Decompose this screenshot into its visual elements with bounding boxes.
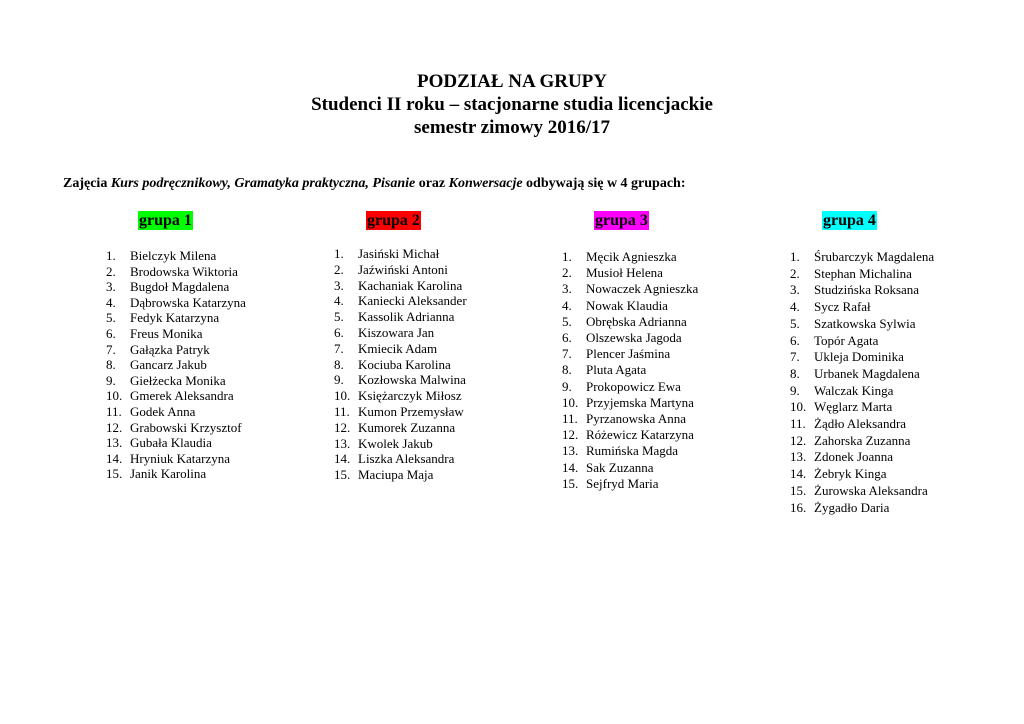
group-1-member: [106, 342, 246, 358]
member-number: 12.: [562, 427, 579, 443]
member-number: 12.: [790, 432, 807, 448]
member-number: 13.: [106, 435, 123, 451]
group-3-member: [562, 460, 698, 476]
member-number: 2.: [562, 265, 572, 281]
group-4-member: [790, 266, 934, 283]
member-name: Studzińska Roksana: [814, 282, 920, 298]
member-name: Musioł Helena: [586, 265, 663, 281]
group-1-header: grupa 1: [139, 212, 192, 229]
member-number: 3.: [562, 281, 572, 297]
member-name: Janik Karolina: [130, 466, 207, 482]
member-name: Gubała Klaudia: [130, 435, 212, 451]
member-number: 16.: [790, 499, 807, 515]
member-name: Pyrzanowska Anna: [586, 411, 687, 427]
member-name: Dąbrowska Katarzyna: [130, 294, 246, 310]
member-number: 13.: [334, 435, 351, 451]
member-name: Szatkowska Sylwia: [814, 315, 916, 331]
group-2-member: [334, 278, 467, 294]
member-name: Żądło Aleksandra: [814, 416, 907, 432]
member-number: 7.: [106, 341, 116, 357]
group-4-member: [790, 500, 934, 517]
group-2-member: [334, 341, 467, 357]
member-name: Urbanek Magdalena: [814, 365, 920, 381]
member-number: 1.: [562, 249, 572, 264]
member-name: Gancarz Jakub: [130, 357, 207, 373]
member-number: 5.: [106, 310, 116, 326]
group-4-member: [790, 416, 934, 433]
member-number: 5.: [334, 309, 344, 325]
member-number: 10.: [562, 394, 579, 410]
group-4-member: [790, 282, 934, 299]
group-2-member: [334, 420, 467, 436]
member-number: 11.: [106, 403, 122, 419]
group-3-member: [562, 362, 698, 378]
member-name: Nowak Klaudia: [586, 297, 668, 313]
member-name: Godek Anna: [130, 403, 196, 419]
group-3-member: [562, 330, 698, 346]
group-2-member: [334, 357, 467, 373]
member-number: 13.: [790, 449, 807, 465]
member-number: 4.: [562, 297, 572, 313]
group-2-header: grupa 2: [367, 212, 420, 229]
member-name: Żebryk Kinga: [814, 466, 887, 482]
group-1-member: [106, 326, 246, 342]
member-number: 8.: [106, 357, 116, 373]
member-name: Kachaniak Karolina: [358, 277, 463, 293]
group-4-member: [790, 466, 934, 483]
group-3-member-list: [562, 249, 698, 492]
member-number: 4.: [790, 299, 800, 315]
member-number: 14.: [790, 466, 807, 482]
group-3-member: [562, 298, 698, 314]
member-name: Freus Monika: [130, 325, 203, 341]
member-number: 8.: [334, 356, 344, 372]
group-3-member: [562, 265, 698, 281]
group-2-member-list: [334, 246, 467, 483]
group-2-member: [334, 467, 467, 483]
member-name: Różewicz Katarzyna: [586, 427, 694, 443]
member-name: Kassolik Adrianna: [358, 309, 455, 325]
member-name: Gałązka Patryk: [130, 341, 210, 357]
group-1-member: [106, 388, 246, 404]
member-name: Kumon Przemysław: [358, 403, 464, 419]
member-number: 3.: [790, 282, 800, 298]
member-number: 15.: [334, 467, 351, 483]
group-1-member: [106, 466, 246, 482]
member-name: Walczak Kinga: [814, 382, 894, 398]
group-4-member: [790, 349, 934, 366]
group-4-member-list: [790, 249, 934, 516]
member-name: Kaniecki Aleksander: [358, 293, 467, 309]
group-3-member: [562, 379, 698, 395]
group-2-member: [334, 372, 467, 388]
member-name: Plencer Jaśmina: [586, 346, 671, 362]
group-3-member: [562, 346, 698, 362]
member-number: 7.: [562, 346, 572, 362]
member-number: 10.: [790, 399, 807, 415]
group-3-member: [562, 443, 698, 459]
group-3-member: [562, 427, 698, 443]
group-4-member: [790, 366, 934, 383]
member-number: 2.: [790, 265, 800, 281]
member-number: 7.: [334, 340, 344, 356]
group-1-member: [106, 451, 246, 467]
member-number: 14.: [106, 450, 123, 466]
member-number: 14.: [334, 451, 351, 467]
member-number: 15.: [562, 475, 579, 491]
member-number: 4.: [106, 294, 116, 310]
member-name: Sycz Rafał: [814, 299, 871, 315]
title-line-3: semestr zimowy 2016/17: [414, 117, 610, 138]
group-4-header: grupa 4: [823, 212, 876, 229]
member-name: Nowaczek Agnieszka: [586, 281, 699, 297]
member-name: Bugdoł Magdalena: [130, 279, 230, 295]
group-4-member: [790, 383, 934, 400]
member-number: 3.: [106, 279, 116, 295]
group-4-member: [790, 399, 934, 416]
member-name: Gmerek Aleksandra: [130, 388, 234, 404]
group-3-header: grupa 3: [595, 212, 648, 229]
member-number: 15.: [790, 482, 807, 498]
group-1-member: [106, 373, 246, 389]
group-1-member: [106, 295, 246, 311]
group-3-member: [562, 411, 698, 427]
member-name: Pluta Agata: [586, 362, 647, 378]
member-number: 15.: [106, 466, 123, 482]
member-name: Maciupa Maja: [358, 467, 434, 483]
member-name: Księżarczyk Miłosz: [358, 388, 462, 404]
member-number: 11.: [334, 403, 350, 419]
group-2-member: [334, 309, 467, 325]
member-name: Ukleja Dominika: [814, 349, 904, 365]
member-number: 6.: [106, 325, 116, 341]
member-name: Giełżecka Monika: [130, 372, 226, 388]
group-2-member: [334, 325, 467, 341]
member-name: Rumińska Magda: [586, 443, 679, 459]
group-3-member: [562, 395, 698, 411]
member-name: Stephan Michalina: [814, 265, 912, 281]
member-number: 3.: [334, 277, 344, 293]
intro-prefix: Zajęcia: [63, 176, 111, 191]
intro-middle: oraz: [415, 176, 449, 191]
member-name: Śrubarczyk Magdalena: [814, 249, 935, 264]
group-2-member: [334, 436, 467, 452]
member-name: Kwolek Jakub: [358, 435, 433, 451]
member-number: 5.: [562, 313, 572, 329]
group-3-member: [562, 476, 698, 492]
member-name: Kociuba Karolina: [358, 356, 451, 372]
group-1-member: [106, 420, 246, 436]
member-name: Obrębska Adrianna: [586, 313, 687, 329]
member-number: 6.: [334, 324, 344, 340]
member-name: Sak Zuzanna: [586, 459, 654, 475]
group-2-member: [334, 388, 467, 404]
member-number: 6.: [562, 330, 572, 346]
member-number: 1.: [334, 246, 344, 261]
member-number: 5.: [790, 315, 800, 331]
group-1-member: [106, 310, 246, 326]
group-3-member: [562, 281, 698, 297]
member-name: Kozłowska Malwina: [358, 372, 466, 388]
member-number: 10.: [106, 388, 123, 404]
group-3-member: [562, 249, 698, 265]
member-name: Grabowski Krzysztof: [130, 419, 242, 435]
member-number: 12.: [334, 419, 351, 435]
member-name: Hryniuk Katarzyna: [130, 450, 230, 466]
member-number: 8.: [790, 365, 800, 381]
group-4-member: [790, 483, 934, 500]
member-number: 9.: [334, 372, 344, 388]
member-name: Kmiecik Adam: [358, 340, 438, 356]
member-name: Kiszowara Jan: [358, 324, 435, 340]
group-4-member: [790, 299, 934, 316]
member-number: 6.: [790, 332, 800, 348]
member-number: 9.: [790, 382, 800, 398]
group-1-member: [106, 279, 246, 295]
document-title: [0, 70, 1024, 139]
member-number: 10.: [334, 388, 351, 404]
group-3-member: [562, 314, 698, 330]
member-number: 9.: [562, 378, 572, 394]
member-name: Jaźwiński Antoni: [358, 261, 448, 277]
member-number: 12.: [106, 419, 123, 435]
member-number: 2.: [334, 261, 344, 277]
member-name: Przyjemska Martyna: [586, 394, 694, 410]
group-4-member: [790, 433, 934, 450]
member-number: 13.: [562, 443, 579, 459]
group-2-member: [334, 246, 467, 262]
group-1-member-list: [106, 248, 246, 482]
member-name: Bielczyk Milena: [130, 248, 217, 263]
member-name: Sejfryd Maria: [586, 475, 659, 491]
member-name: Prokopowicz Ewa: [586, 378, 681, 394]
member-name: Jasiński Michał: [358, 246, 440, 261]
intro-suffix: odbywają się w 4 grupach:: [522, 176, 686, 191]
member-name: Węglarz Marta: [814, 399, 893, 415]
group-4-member: [790, 449, 934, 466]
group-1-member: [106, 264, 246, 280]
member-name: Zdonek Joanna: [814, 449, 894, 465]
member-name: Żygadło Daria: [814, 499, 890, 515]
group-4-member: [790, 316, 934, 333]
member-name: Zahorska Zuzanna: [814, 432, 911, 448]
member-number: 2.: [106, 263, 116, 279]
group-1-member: [106, 248, 246, 264]
member-name: Brodowska Wiktoria: [130, 263, 238, 279]
intro-course-list: Kurs podręcznikowy, Gramatyka praktyczna, Pisanie: [110, 176, 416, 191]
group-2-member: [334, 451, 467, 467]
member-number: 11.: [790, 416, 806, 432]
group-2-member: [334, 293, 467, 309]
member-name: Męcik Agnieszka: [586, 249, 677, 264]
group-2-member: [334, 404, 467, 420]
member-name: Topór Agata: [814, 332, 879, 348]
title-line-2: Studenci II roku – stacjonarne studia licencjackie: [311, 94, 713, 115]
member-number: 9.: [106, 372, 116, 388]
member-number: 1.: [790, 249, 800, 264]
member-number: 11.: [562, 411, 578, 427]
member-number: 8.: [562, 362, 572, 378]
member-name: Żurowska Aleksandra: [814, 482, 928, 498]
group-1-member: [106, 357, 246, 373]
member-name: Fedyk Katarzyna: [130, 310, 220, 326]
group-1-member: [106, 404, 246, 420]
group-4-member: [790, 249, 934, 266]
member-number: 4.: [334, 293, 344, 309]
intro-sentence: [63, 176, 686, 192]
intro-course-conversation: Konwersacje: [448, 176, 523, 191]
member-name: Olszewska Jagoda: [586, 330, 682, 346]
member-number: 7.: [790, 349, 800, 365]
group-4-member: [790, 333, 934, 350]
group-2-member: [334, 262, 467, 278]
member-name: Kumorek Zuzanna: [358, 419, 456, 435]
title-line-1: PODZIAŁ NA GRUPY: [416, 71, 607, 92]
member-number: 1.: [106, 248, 116, 263]
group-1-member: [106, 435, 246, 451]
member-number: 14.: [562, 459, 579, 475]
member-name: Liszka Aleksandra: [358, 451, 455, 467]
